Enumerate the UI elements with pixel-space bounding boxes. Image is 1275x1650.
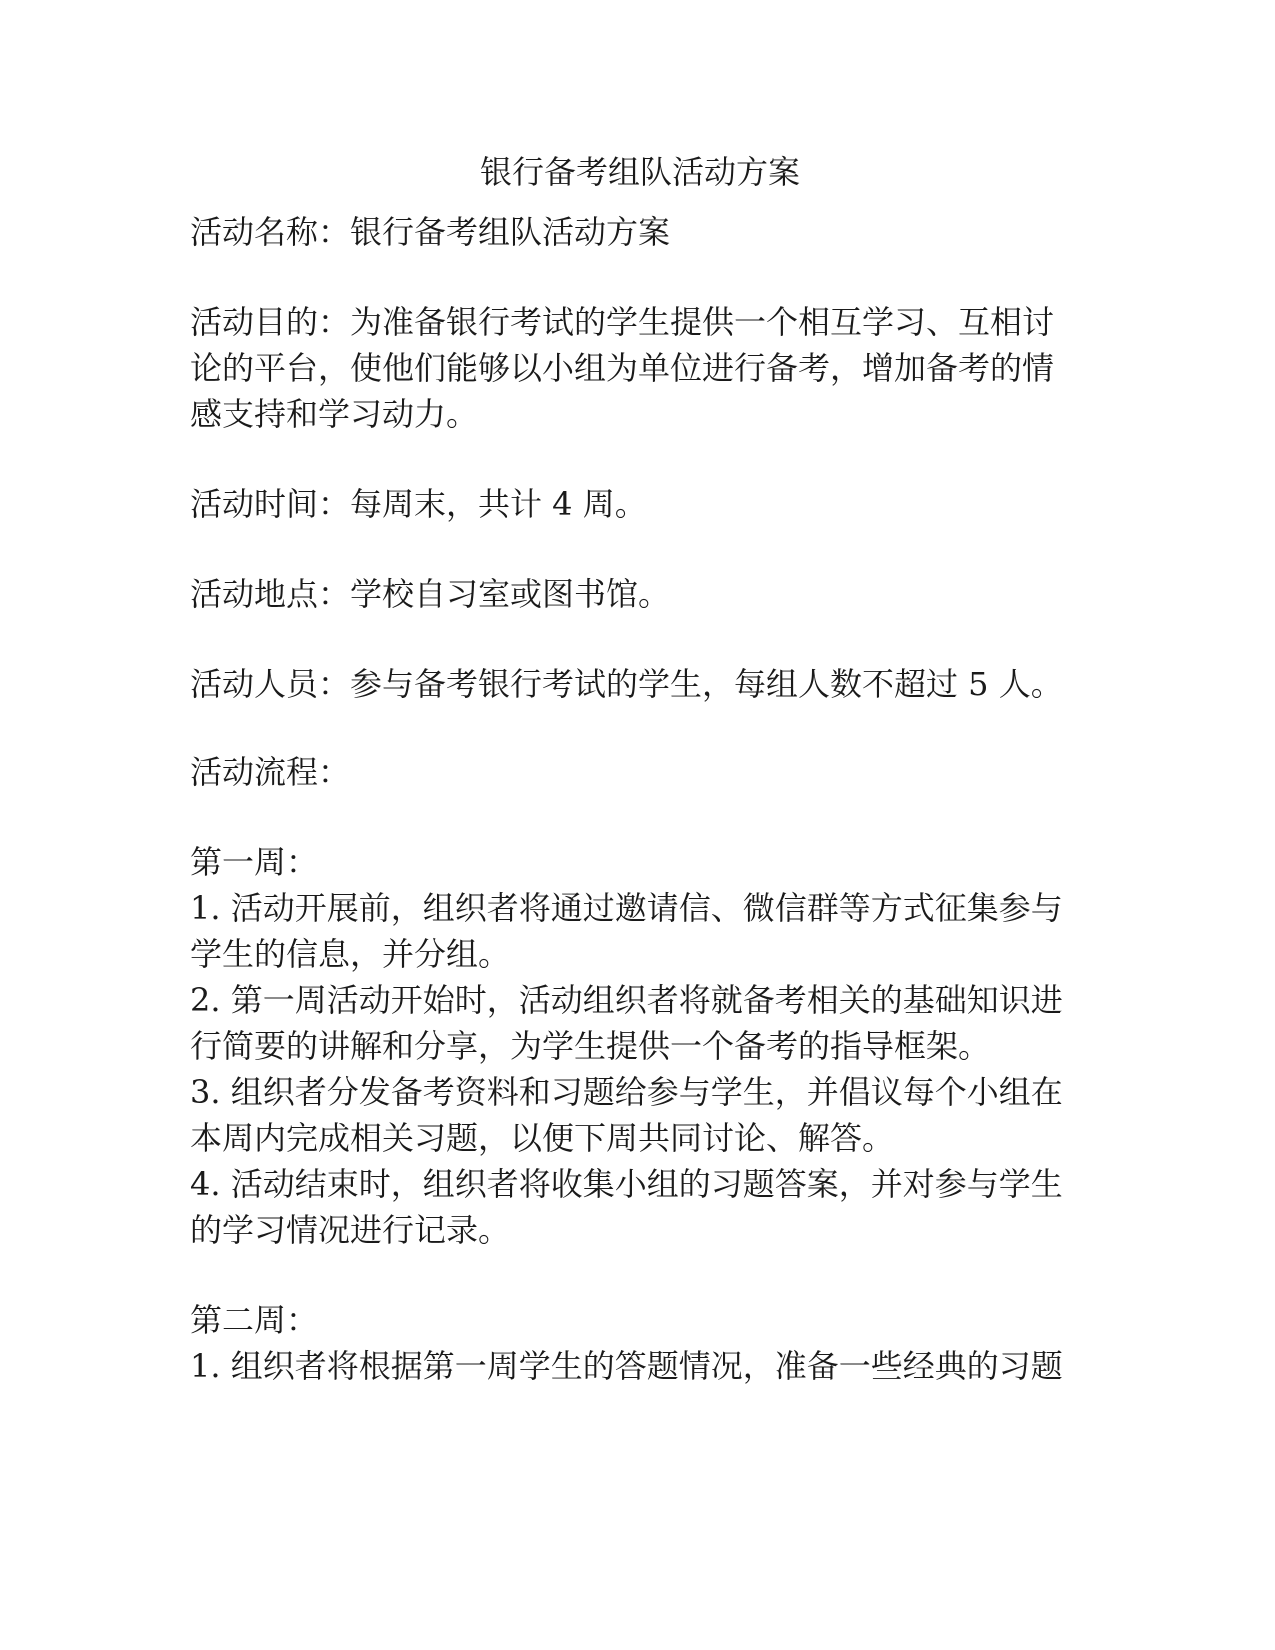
week1-line-6: 本周内完成相关习题，以便下周共同讨论、解答。 bbox=[190, 1119, 895, 1157]
week1-line-8: 的学习情况进行记录。 bbox=[190, 1211, 511, 1249]
week1-line-4: 行简要的讲解和分享，为学生提供一个备考的指导框架。 bbox=[190, 1027, 991, 1065]
week1-line-5: 3. 组织者分发备考资料和习题给参与学生，并倡议每个小组在 bbox=[190, 1073, 1063, 1111]
process-heading: 活动流程： bbox=[190, 753, 351, 791]
week2-heading: 第二周： bbox=[190, 1301, 319, 1339]
week1-heading: 第一周： bbox=[190, 843, 319, 881]
document-title: 银行备考组队活动方案 bbox=[479, 153, 800, 191]
week1-line-3: 2. 第一周活动开始时，活动组织者将就备考相关的基础知识进 bbox=[190, 981, 1063, 1019]
purpose-line-1: 活动目的：为准备银行考试的学生提供一个相互学习、互相讨 bbox=[190, 303, 1055, 341]
week2-line-1: 1. 组织者将根据第一周学生的答题情况，准备一些经典的习题 bbox=[190, 1347, 1063, 1385]
week1-line-1: 1. 活动开展前，组织者将通过邀请信、微信群等方式征集参与 bbox=[190, 889, 1063, 927]
week1-line-2: 学生的信息，并分组。 bbox=[190, 935, 511, 973]
activity-time: 活动时间：每周末，共计 4 周。 bbox=[190, 485, 647, 523]
purpose-line-3: 感支持和学习动力。 bbox=[190, 395, 479, 433]
week1-line-7: 4. 活动结束时，组织者将收集小组的习题答案，并对参与学生 bbox=[190, 1165, 1063, 1203]
purpose-line-2: 论的平台，使他们能够以小组为单位进行备考，增加备考的情 bbox=[190, 349, 1055, 387]
activity-participants: 活动人员：参与备考银行考试的学生，每组人数不超过 5 人。 bbox=[190, 665, 1063, 703]
activity-name: 活动名称：银行备考组队活动方案 bbox=[190, 213, 671, 251]
activity-location: 活动地点：学校自习室或图书馆。 bbox=[190, 575, 671, 613]
